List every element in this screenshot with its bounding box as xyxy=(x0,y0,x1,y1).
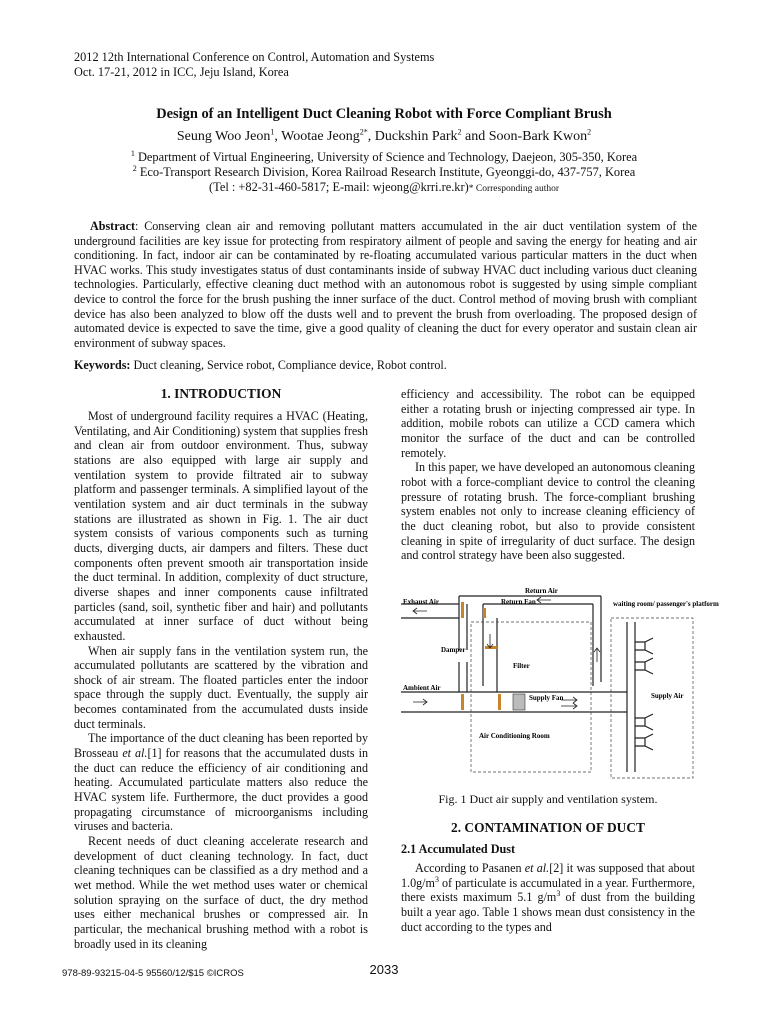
keywords: Keywords: Duct cleaning, Service robot, Compliance device, Robot control. xyxy=(74,358,447,372)
paragraph: In this paper, we have developed an autonomous cleaning robot with a force-compliant device to control the cleaning pressure of rotating brush. The force-compliant brushing system enables not only to increase cleaning efficiency of the duct cleaning robot, but also to provide consistent cleaning in spite of irregularity of duct surface. The design and control strategy have been also suggested. xyxy=(401,460,695,563)
paragraph: According to Pasanen et al.[2] it was supposed that about $1.0g/m^3$ of particulate is accumulated in a year. Furthermore, there exists maximum 5.1 $g/m^3$ of dust from the building built a year ago. Table 1 shows mean dust consistency in the duct according to the types and xyxy=(401,861,696,934)
affiliations xyxy=(0,150,768,197)
conference-header xyxy=(74,50,434,80)
figure-duct-system xyxy=(401,582,719,778)
subsection-heading-accumulated-dust: 2.1 Accumulated Dust xyxy=(401,842,516,856)
label-ambient-air: Ambient Air xyxy=(403,684,441,692)
contact-info: (Tel : +82-31-460-5817; E-mail: wjeong@krri.re.kr)* Corresponding author xyxy=(208,180,560,194)
section-heading-introduction: 1. INTRODUCTION xyxy=(160,386,282,401)
paragraph: efficiency and accessibility. The robot can be equipped either a rotating brush or injecting compressed air type. In addition, mobile robots can utilize a CCD camera which monitor the surface of the duct and can be controlled remotely. xyxy=(401,387,695,460)
paragraph: Most of underground facility requires a HVAC (Heating, Ventilating, and Air Conditioning) system that supplies fresh and clean air from outdoor environment. Thus, subway stations are also equipped with large air supply and ventilation system to provide filtrated air to subway platform and passenger terminals. A simplified layout of the ventilation system and air duct terminals in the subway stations are illustrated as shown in Fig. 1. The air duct system consists of various components such as turning ducts, diverging ducts, air dampers and filters. These duct components often prevent smooth air transportation inside the duct terminal. In addition, complexity of duct structure, diverse shapes and inner components cause infiltrated particles (sand, soil, synthetic fiber and hair) and pollutants accumulated at inner surface of duct without being exhausted. xyxy=(74,409,368,643)
label-damper: Damper xyxy=(441,646,466,654)
corresponding-note: * Corresponding author xyxy=(468,184,560,194)
label-waiting-room: waiting room/ passenger's platform xyxy=(613,600,719,608)
paragraph: Recent needs of duct cleaning accelerate research and development of duct cleaning technology. In fact, duct cleaning techniques can be classified as a dry method and a wet method. While the wet method uses water or chemical solution spraying on the surface of duct, the dry method uses either mechanical brushes or compressed air. In particular, the mechanical brushing method with a robot is broadly used in its cleaning xyxy=(74,834,368,951)
authors: Seung Woo Jeon$^1$, Wootae Jeong$^{2*}$, Duckshin Park$^2$ and Soon-Bark Kwon$^2$ xyxy=(176,127,592,144)
page-number: 2033 xyxy=(369,962,399,977)
affiliation-2: $^2$ Eco-Transport Research Division, Korea Railroad Research Institute, Gyeonggi-do, 437-757, Korea xyxy=(132,163,636,179)
label-exhaust-air: Exhaust Air xyxy=(403,598,439,606)
isbn-footer: 978-89-93215-04-5 95560/12/$15 ©ICROS xyxy=(62,968,244,979)
conference-name: 2012 12th International Conference on Control, Automation and Systems xyxy=(74,50,435,64)
label-return-air: Return Air xyxy=(525,587,558,595)
label-supply-fan: Supply Fan xyxy=(529,694,564,702)
conference-dates: Oct. 17-21, 2012 in ICC, Jeju Island, Korea xyxy=(74,65,289,79)
label-ac-room: Air Conditioning Room xyxy=(479,732,550,740)
abstract: Abstract: Conserving clean air and removing pollutant matters accumulated in the air duct ventilation system of the underground facilities are key issue for protecting from respiratory ailment of people and saving the energy for heating and air conditioning. In fact, indoor air can be contaminated by re-floating accumulated various particular matters in the duct when HVAC works. This study investigates status of dust contaminants inside of subway HVAC duct including various duct cleaning technologies. Particularly, effective cleaning duct method with an autonomous robot is suggested by using simple compliant device to control the force for the brush pushing the inner surface of the duct. Control method of moving brush with compliant device has also been analyzed to blow off the dusts well and to prevent the brush from overloading. The proposed design of automated device is expected to save the time, give a good quality of cleaning the duct for every operator and sustain clean air environment of subway spaces. xyxy=(74,219,697,350)
column-left xyxy=(74,409,368,951)
column-right xyxy=(401,387,695,563)
affiliation-1: $^1$ Department of Virtual Engineering, University of Science and Technology, Daejeon, 305-350, Korea xyxy=(130,148,638,164)
paragraph: The importance of the duct cleaning has been reported by Brosseau et al.[1] for reasons that the accumulated dusts in the duct can reduce the efficiency of air conditioning and heating. Accumulated particulate matters also reduce the HVAC system life. Furthermore, the duct provides a good propagating circumstance of microorganisms including viruses and bacteria. xyxy=(74,731,369,834)
label-filter: Filter xyxy=(513,662,530,670)
paper-title: Design of an Intelligent Duct Cleaning Robot with Force Compliant Brush xyxy=(156,106,612,122)
section-heading-contamination: 2. CONTAMINATION OF DUCT xyxy=(451,820,645,835)
label-return-fan: Return Fan xyxy=(501,598,536,606)
column-right-lower xyxy=(401,861,695,934)
label-supply-air: Supply Air xyxy=(651,692,684,700)
figure-1-caption: Fig. 1 Duct air supply and ventilation system. xyxy=(438,792,658,806)
paragraph: When air supply fans in the ventilation system run, the accumulated pollutants are scattered by the vibration and shock of air stream. The floated particles enter the indoor space through the supply duct. Eventually, the supply air becomes contaminated from the accumulated dusts inside duct terminals. xyxy=(74,643,368,731)
